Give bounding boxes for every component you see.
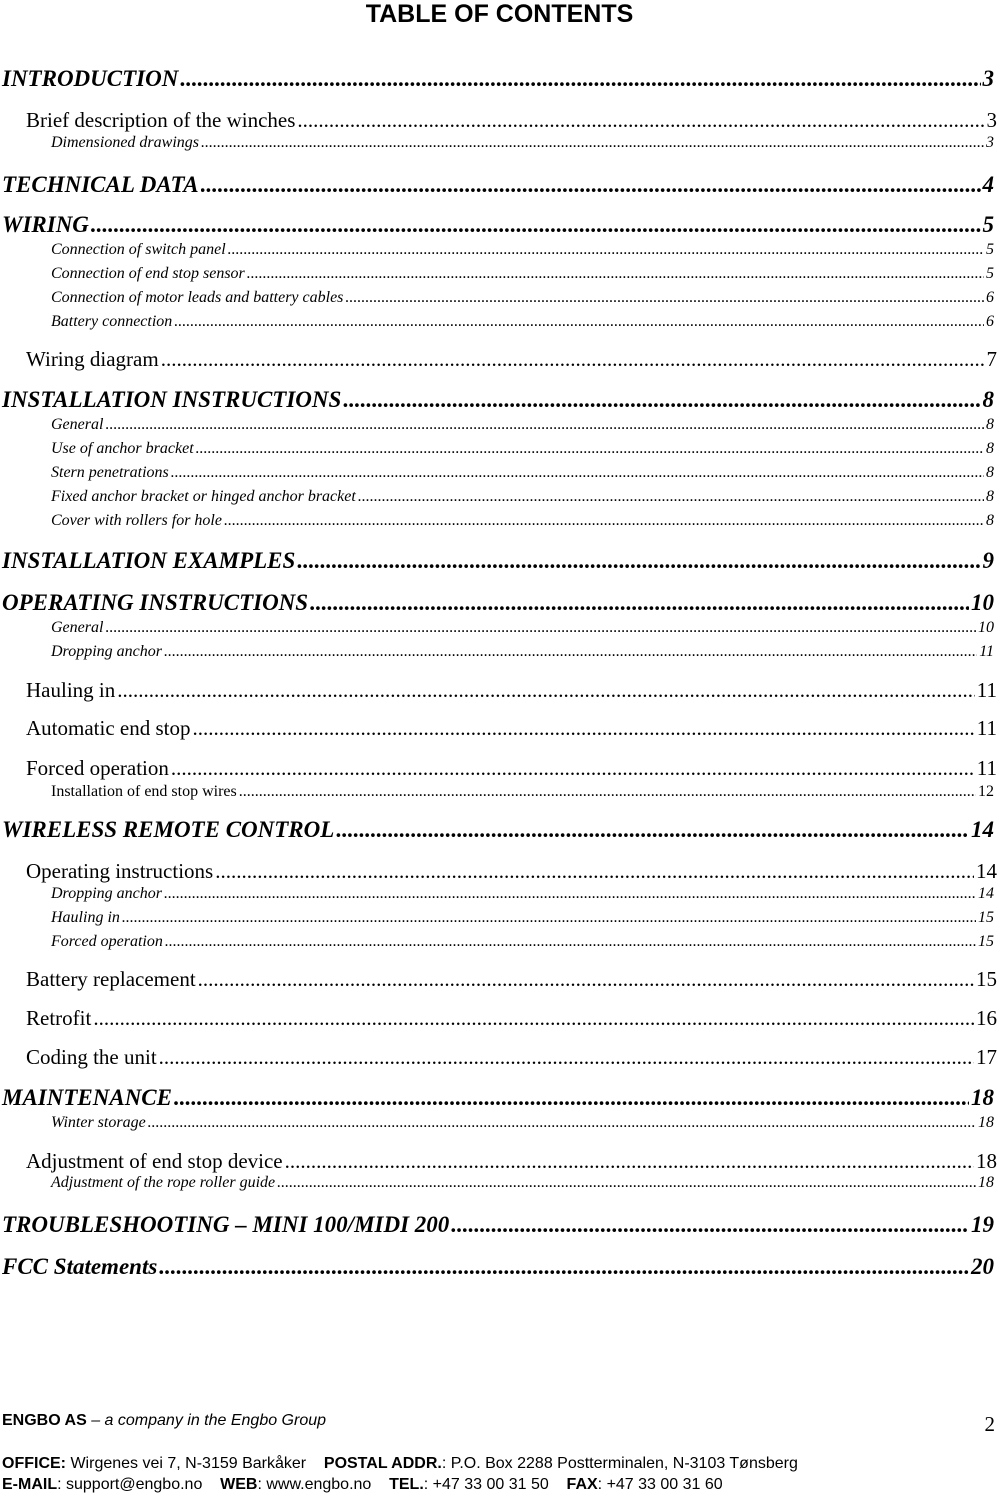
footer-contact-line — [2, 1476, 723, 1494]
office-address: Wirgenes vei 7, N-3159 Barkåker — [70, 1455, 307, 1472]
toc-entry-general[interactable]: General ..... 8 — [51, 416, 994, 438]
toc-entry-fcc-statements[interactable]: FCC Statements ..... 20 — [2, 1254, 994, 1282]
toc-entry-remote-hauling[interactable]: Hauling in ..... 15 — [51, 909, 994, 931]
toc-entry-retrofit[interactable]: Retrofit ..... 16 — [26, 1006, 997, 1032]
toc-entry-fixed-anchor-bracket[interactable]: Fixed anchor bracket or hinged anchor bracket ..... 8 — [51, 488, 994, 510]
fax-label: FAX — [566, 1476, 598, 1493]
toc-entry-remote-operating[interactable]: Operating instructions ..... 14 — [26, 859, 997, 885]
toc-entry-rope-roller-guide[interactable]: Adjustment of the rope roller guide ..... 18 — [51, 1174, 994, 1196]
toc-entry-stern-penetrations[interactable]: Stern penetrations ..... 8 — [51, 464, 994, 486]
postal-label: POSTAL ADDR. — [323, 1455, 442, 1472]
toc-entry-installation-examples[interactable]: INSTALLATION EXAMPLES ..... 9 — [2, 548, 994, 576]
toc-entry-battery-connection[interactable]: Battery connection ..... 6 — [51, 313, 994, 335]
toc-entry-wiring[interactable]: WIRING ..... 5 — [2, 212, 994, 240]
toc-entry-end-stop-adjustment[interactable]: Adjustment of end stop device ..... 18 — [26, 1149, 997, 1175]
page-title: TABLE OF CONTENTS — [365, 0, 634, 28]
web-value[interactable]: : www.engbo.no — [257, 1476, 372, 1493]
toc-entry-switch-panel[interactable]: Connection of switch panel ..... 5 — [51, 241, 994, 263]
email-label: E-MAIL — [2, 1476, 58, 1493]
toc-entry-dimensioned-drawings[interactable]: Dimensioned drawings ..... 3 — [51, 134, 994, 156]
toc-entry-forced-operation[interactable]: Forced operation ..... 11 — [26, 756, 997, 782]
toc-entry-operating-instructions[interactable]: OPERATING INSTRUCTIONS ..... 10 — [2, 590, 994, 618]
fax-value: : +47 33 00 31 60 — [597, 1476, 723, 1493]
footer-company-line — [2, 1412, 326, 1430]
toc-entry-end-stop-sensor[interactable]: Connection of end stop sensor ..... 5 — [51, 265, 994, 287]
email-value[interactable]: : support@engbo.no — [57, 1476, 203, 1493]
toc-entry-remote-forced[interactable]: Forced operation ..... 15 — [51, 933, 994, 955]
toc-entry-winter-storage[interactable]: Winter storage ..... 18 — [51, 1114, 994, 1136]
toc-entry-general-operating[interactable]: General ..... 10 — [51, 619, 994, 641]
toc-entry-automatic-end-stop[interactable]: Automatic end stop ..... 11 — [26, 716, 997, 742]
toc-entry-wireless-remote[interactable]: WIRELESS REMOTE CONTROL ..... 14 — [2, 817, 994, 845]
page-number: 2 — [984, 1412, 995, 1436]
toc-entry-maintenance[interactable]: MAINTENANCE ..... 18 — [2, 1085, 994, 1113]
toc-entry-hauling-in[interactable]: Hauling in ..... 11 — [26, 678, 997, 704]
tel-value: : +47 33 00 31 50 — [423, 1476, 549, 1493]
tel-label: TEL. — [389, 1476, 424, 1493]
toc-entry-brief-description[interactable]: Brief description of the winches ..... 3 — [26, 108, 997, 134]
toc-entry-end-stop-wires[interactable]: Installation of end stop wires ..... 12 — [51, 783, 994, 805]
toc-entry-cover-rollers[interactable]: Cover with rollers for hole ..... 8 — [51, 512, 994, 534]
toc-entry-battery-replacement[interactable]: Battery replacement ..... 15 — [26, 967, 997, 993]
toc-entry-wiring-diagram[interactable]: Wiring diagram ..... 7 — [26, 347, 997, 373]
postal-address: : P.O. Box 2288 Postterminalen, N-3103 Tønsberg — [441, 1455, 798, 1472]
toc-entry-dropping-anchor[interactable]: Dropping anchor ..... 11 — [51, 643, 994, 665]
toc-entry-anchor-bracket[interactable]: Use of anchor bracket ..... 8 — [51, 440, 994, 462]
company-name: ENGBO AS — [2, 1412, 87, 1429]
toc-entry-installation-instructions[interactable]: INSTALLATION INSTRUCTIONS ..... 8 — [2, 387, 994, 415]
toc-entry-technical-data[interactable]: TECHNICAL DATA ..... 4 — [2, 172, 994, 200]
toc-entry-introduction[interactable]: INTRODUCTION ..... 3 — [2, 66, 994, 94]
toc-entry-coding-unit[interactable]: Coding the unit ..... 17 — [26, 1045, 997, 1071]
toc-entry-motor-leads[interactable]: Connection of motor leads and battery cables ..... 6 — [51, 289, 994, 311]
toc-entry-troubleshooting[interactable]: TROUBLESHOOTING – MINI 100/MIDI 200 ..... 19 — [2, 1212, 994, 1240]
web-label: WEB — [220, 1476, 258, 1493]
footer-address-line — [2, 1455, 798, 1473]
toc-entry-remote-dropping[interactable]: Dropping anchor ..... 14 — [51, 885, 994, 907]
company-tagline: – a company in the Engbo Group — [91, 1412, 327, 1429]
office-label: OFFICE: — [2, 1455, 66, 1472]
